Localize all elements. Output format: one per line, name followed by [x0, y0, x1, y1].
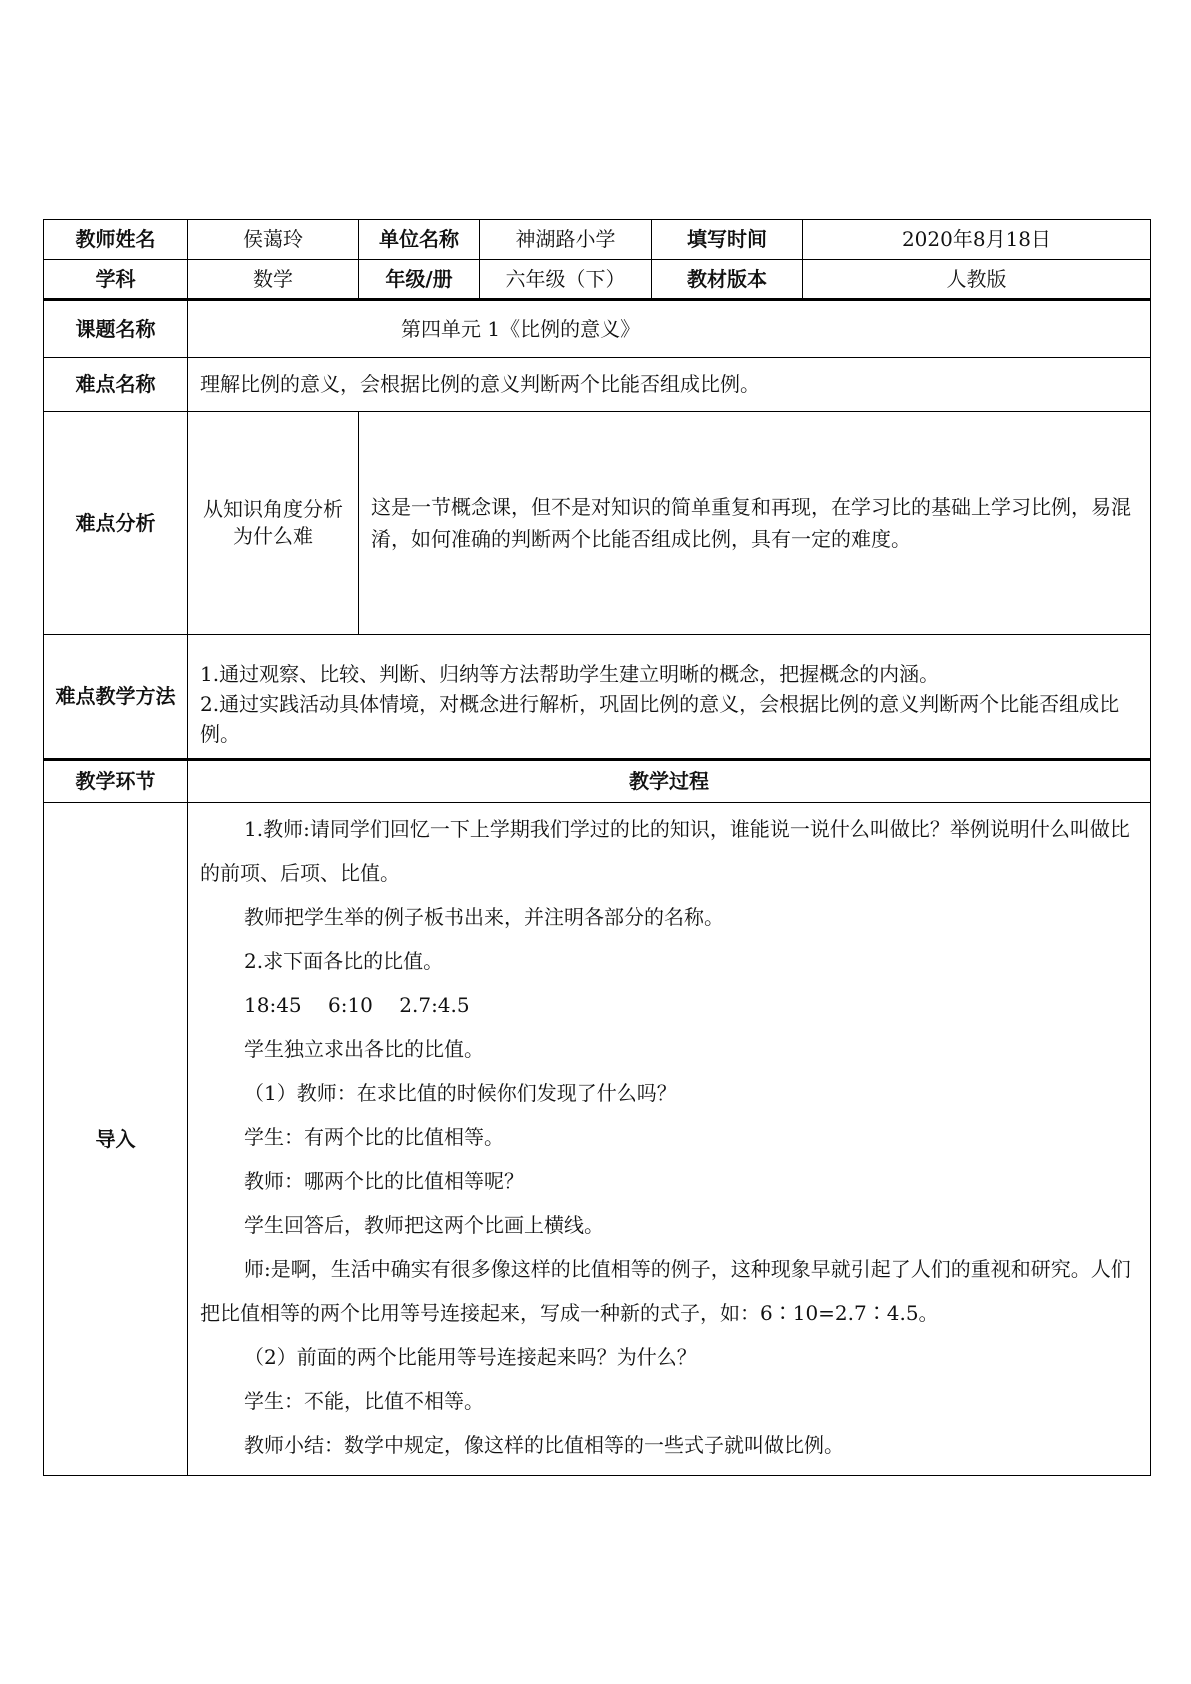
fill-date-value: 2020年8月18日	[803, 220, 1151, 260]
subject-value: 数学	[188, 260, 359, 300]
intro-paragraph: 学生：不能，比值不相等。	[244, 1389, 484, 1413]
difficulty-value: 理解比例的意义，会根据比例的意义判断两个比能否组成比例。	[188, 358, 1151, 412]
method-line-1: 1.通过观察、比较、判断、归纳等方法帮助学生建立明晰的概念，把握概念的内涵。	[200, 661, 940, 686]
edition-value: 人教版	[803, 260, 1151, 300]
lesson-plan-table	[43, 219, 1151, 1476]
unit-name-value: 神湖路小学	[480, 220, 652, 260]
intro-paragraph: （1）教师：在求比值的时候你们发现了什么吗？	[244, 1081, 677, 1105]
process-header-row	[44, 760, 1151, 803]
intro-content	[188, 803, 1151, 1476]
method-content	[188, 635, 1151, 760]
analysis-sub-label: 从知识角度分析为什么难	[188, 412, 359, 635]
method-row	[44, 635, 1151, 760]
intro-paragraph: 师:是啊，生活中确实有很多像这样的比值相等的例子，这种现象早就引起了人们的重视和研究。人们把比值相等的两个比用等号连接起来，写成一种新的式子，如：6∶10=2.7∶4.5。	[200, 1257, 1131, 1325]
topic-row	[44, 300, 1151, 358]
intro-paragraph: 18:45 6:10 2.7:4.5	[244, 993, 470, 1017]
intro-paragraph: 教师：哪两个比的比值相等呢？	[244, 1169, 524, 1193]
method-line-2: 2.通过实践活动具体情境，对概念进行解析，巩固比例的意义，会根据比例的意义判断两个比能否组成比例。	[200, 691, 1120, 746]
intro-paragraph: 学生回答后，教师把这两个比画上横线。	[244, 1213, 604, 1237]
teacher-name-label: 教师姓名	[44, 220, 188, 260]
subject-label: 学科	[44, 260, 188, 300]
analysis-label: 难点分析	[44, 412, 188, 635]
analysis-value: 这是一节概念课，但不是对知识的简单重复和再现，在学习比的基础上学习比例，易混淆，如何准确的判断两个比能否组成比例，具有一定的难度。	[359, 412, 1151, 635]
difficulty-row	[44, 358, 1151, 412]
topic-label: 课题名称	[44, 300, 188, 358]
analysis-row	[44, 412, 1151, 635]
difficulty-label: 难点名称	[44, 358, 188, 412]
method-label: 难点教学方法	[44, 635, 188, 760]
grade-value: 六年级（下）	[480, 260, 652, 300]
header-row-2	[44, 260, 1151, 300]
intro-paragraph: 教师小结：数学中规定，像这样的比值相等的一些式子就叫做比例。	[244, 1433, 844, 1457]
intro-label: 导入	[44, 803, 188, 1476]
intro-paragraph: （2）前面的两个比能用等号连接起来吗？为什么？	[244, 1345, 697, 1369]
intro-row	[44, 803, 1151, 1476]
intro-paragraph: 学生：有两个比的比值相等。	[244, 1125, 504, 1149]
intro-paragraph: 教师把学生举的例子板书出来，并注明各部分的名称。	[244, 905, 724, 929]
topic-value: 第四单元 1《比例的意义》	[188, 300, 1151, 358]
fill-date-label: 填写时间	[652, 220, 803, 260]
intro-paragraph: 2.求下面各比的比值。	[244, 949, 444, 973]
unit-name-label: 单位名称	[359, 220, 480, 260]
teacher-name-value: 侯蔼玲	[188, 220, 359, 260]
grade-label: 年级/册	[359, 260, 480, 300]
process-header: 教学过程	[188, 760, 1151, 803]
header-row-1	[44, 220, 1151, 260]
intro-paragraph: 学生独立求出各比的比值。	[244, 1037, 484, 1061]
edition-label: 教材版本	[652, 260, 803, 300]
intro-paragraph: 1.教师:请同学们回忆一下上学期我们学过的比的知识，谁能说一说什么叫做比？举例说明什么叫做比的前项、后项、比值。	[200, 817, 1130, 885]
stage-header: 教学环节	[44, 760, 188, 803]
